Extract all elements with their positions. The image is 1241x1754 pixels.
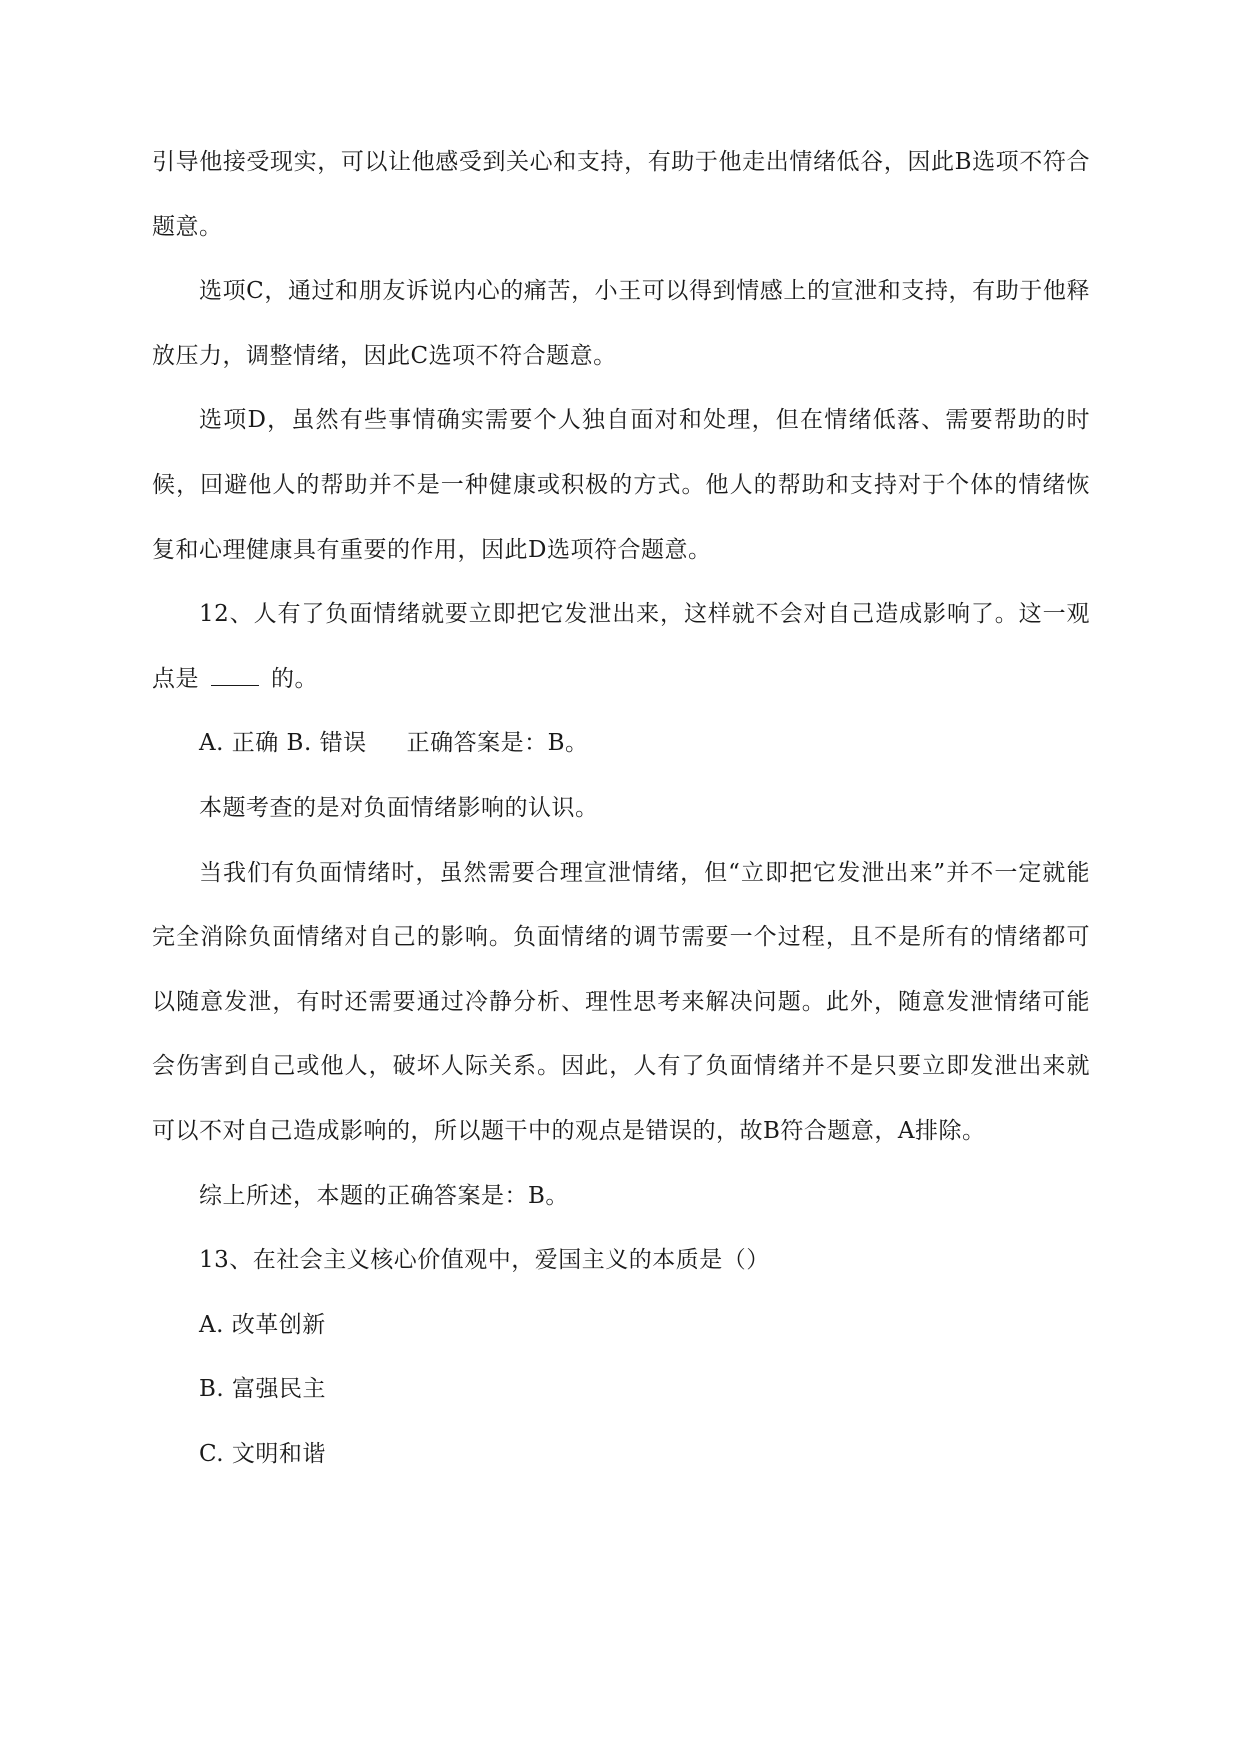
- question-12-answer: 正确答案是：B。: [406, 730, 589, 757]
- paragraph-option-b-conclusion: 引导他接受现实，可以让他感受到关心和支持，有助于他走出情绪低谷，因此B选项不符合题意。: [152, 149, 1090, 240]
- question-12-options: A. 正确 B. 错误: [199, 730, 367, 757]
- question-13-option-c: C. 文明和谐: [199, 1440, 326, 1467]
- question-12-analysis-intro: 本题考查的是对负面情绪影响的认识。: [199, 794, 599, 821]
- answer-blank: [211, 665, 259, 686]
- question-12-analysis-body: 当我们有负面情绪时，虽然需要合理宣泄情绪，但“立即把它发泄出来”并不一定就能完全消除负面情绪对自己的影响。负面情绪的调节需要一个过程，且不是所有的情绪都可以随意发泄，有时还需要通过冷静分析、理性思考来解决问题。此外，随意发泄情绪可能会伤害到自己或他人，破坏人际关系。因此，人有了负面情绪并不是只要立即发泄出来就可以不对自己造成影响的，所以题干中的观点是错误的，故B符合题意，A排除。: [152, 859, 1090, 1144]
- question-13-option-a: A. 改革创新: [199, 1311, 326, 1338]
- paragraph-option-d: 选项D，虽然有些事情确实需要个人独自面对和处理，但在情绪低落、需要帮助的时候，回避他人的帮助并不是一种健康或积极的方式。他人的帮助和支持对于个体的情绪恢复和心理健康具有重要的作用，因此D选项符合题意。: [152, 407, 1090, 563]
- question-13-option-b: B. 富强民主: [199, 1376, 327, 1403]
- question-13-stem: 13、在社会主义核心价值观中，爱国主义的本质是（）: [199, 1247, 770, 1274]
- question-12-summary: 综上所述，本题的正确答案是：B。: [199, 1182, 569, 1209]
- question-12-stem: [152, 582, 1090, 711]
- question-12-stem-text: 12、人有了负面情绪就要立即把它发泄出来，这样就不会对自己造成影响了。这一观点是: [152, 601, 1090, 692]
- question-12-stem-end: 的。: [271, 665, 318, 692]
- document-page: [152, 130, 1090, 1486]
- paragraph-option-c: 选项C，通过和朋友诉说内心的痛苦，小王可以得到情感上的宣泄和支持，有助于他释放压力，调整情绪，因此C选项不符合题意。: [152, 278, 1090, 369]
- question-12-options-line: [152, 711, 1090, 776]
